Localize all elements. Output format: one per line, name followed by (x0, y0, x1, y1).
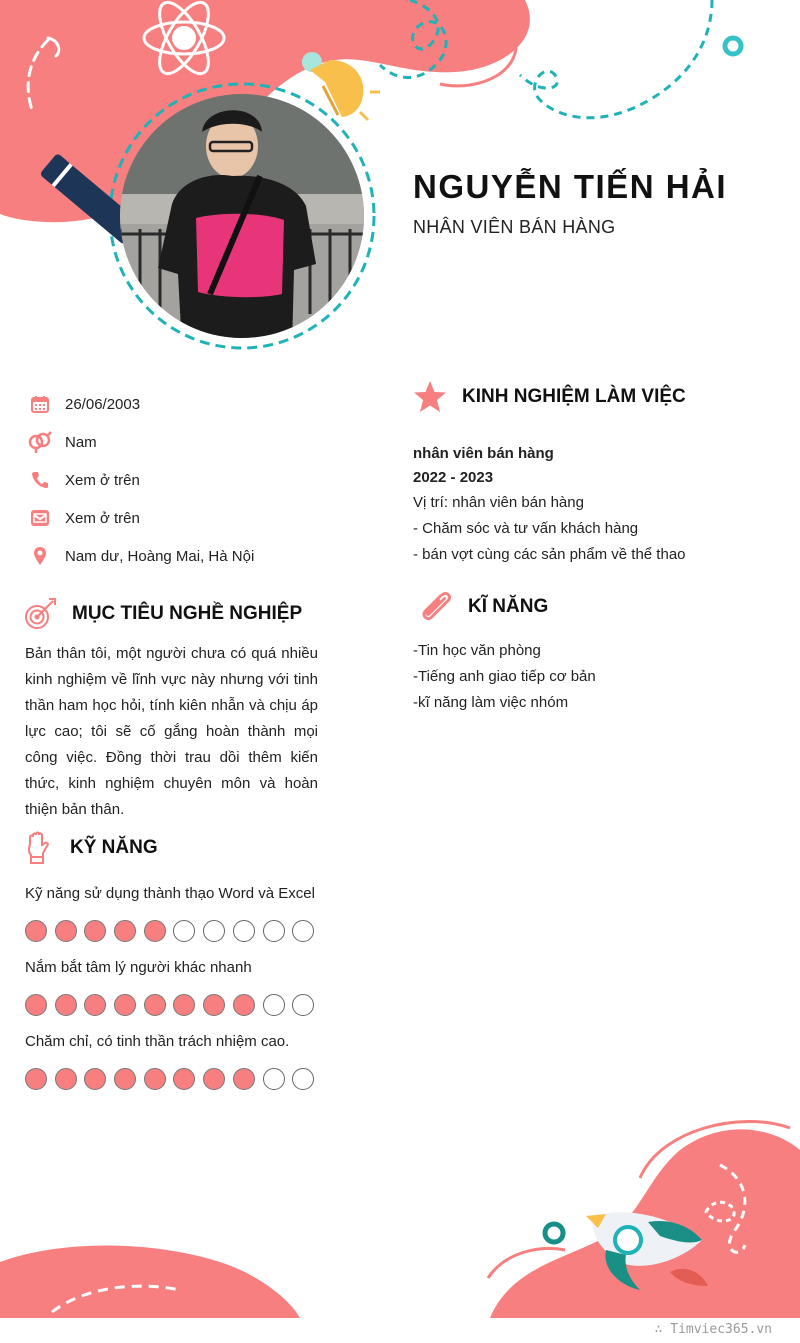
rating-dot-filled (203, 1068, 225, 1090)
address-row (28, 537, 254, 575)
star-icon (412, 379, 448, 415)
skills-list (25, 880, 325, 1102)
email-icon (28, 506, 52, 530)
other-skill-item: -Tiếng anh giao tiếp cơ bản (413, 668, 596, 685)
rating-dot-filled (55, 1068, 77, 1090)
experience-entry (413, 442, 793, 568)
rating-dot-filled (55, 994, 77, 1016)
location-pin-icon (28, 544, 52, 568)
rating-dot-filled (55, 920, 77, 942)
other-skills-title: KĨ NĂNG (468, 596, 549, 617)
rating-dot-filled (144, 920, 166, 942)
rating-dot-empty (292, 1068, 314, 1090)
rating-dot-filled (114, 994, 136, 1016)
contact-info (28, 385, 254, 575)
rating-dot-empty (233, 920, 255, 942)
rating-dot-empty (173, 920, 195, 942)
skill-item (25, 1028, 325, 1102)
rating-dot-filled (233, 1068, 255, 1090)
rating-dot-empty (263, 994, 285, 1016)
rating-dot-filled (173, 994, 195, 1016)
raised-fist-icon (20, 830, 56, 866)
paperclip-icon (418, 589, 454, 625)
phone-value: Xem ở trên (65, 471, 140, 489)
experience-line: - bán vợt cùng các sản phẩm về thể thao (413, 546, 686, 563)
phone-row (28, 461, 254, 499)
rating-dot-empty (263, 920, 285, 942)
experience-heading (412, 379, 686, 415)
rating-dot-empty (263, 1068, 285, 1090)
email-row (28, 499, 254, 537)
rating-dot-filled (144, 1068, 166, 1090)
job-title: NHÂN VIÊN BÁN HÀNG (413, 217, 616, 237)
other-skills-list (413, 638, 596, 716)
skills-heading (20, 830, 158, 866)
experience-title: KINH NGHIỆM LÀM VIỆC (462, 386, 686, 407)
experience-line: - Chăm sóc và tư vấn khách hàng (413, 520, 639, 537)
candidate-name: NGUYỄN TIẾN HẢI (413, 168, 728, 205)
skill-name: Chăm chỉ, có tinh thần trách nhiệm cao. (25, 1033, 290, 1050)
rating-dot-empty (292, 994, 314, 1016)
skill-name: Nắm bắt tâm lý người khác nhanh (25, 959, 252, 976)
phone-icon (28, 468, 52, 492)
skills-title: KỸ NĂNG (70, 837, 158, 858)
rating-dot-filled (114, 920, 136, 942)
watermark (655, 1322, 772, 1337)
objective-title: MỤC TIÊU NGHỀ NGHIỆP (72, 603, 303, 624)
skill-rating (25, 908, 325, 954)
birthday-value: 26/06/2003 (65, 395, 141, 413)
rating-dot-filled (233, 994, 255, 1016)
gender-icon (28, 430, 52, 454)
watermark-icon: ∴ (654, 1322, 671, 1337)
email-value: Xem ở trên (65, 509, 140, 527)
rating-dot-filled (25, 920, 47, 942)
address-value: Nam dư, Hoàng Mai, Hà Nội (65, 547, 255, 565)
skill-item (25, 880, 325, 954)
other-skills-heading (418, 589, 548, 625)
rating-dot-empty (203, 920, 225, 942)
watermark-text: Timviec365.vn (670, 1322, 772, 1337)
experience-period: 2022 - 2023 (413, 469, 494, 486)
skill-rating (25, 982, 325, 1028)
rating-dot-filled (84, 920, 106, 942)
skill-item (25, 954, 325, 1028)
objective-heading (22, 596, 302, 632)
rating-dot-filled (173, 1068, 195, 1090)
objective-text: Bản thân tôi, một người chưa có quá nhiều kinh nghiệm về lĩnh vực này nhưng với tinh thần ham học hỏi, tính kiên nhẫn và chịu áp lực cao; tôi sẽ cố gắng hoàn thành mọi công việc. Đồng thời trau dồi thêm kiến thức, kinh nghiệm chuyên môn và hoàn thiện bản thân. (25, 645, 318, 818)
rating-dot-filled (144, 994, 166, 1016)
profile-photo (110, 84, 374, 348)
rating-dot-filled (203, 994, 225, 1016)
rating-dot-filled (25, 994, 47, 1016)
gender-value: Nam (65, 433, 97, 451)
other-skill-item: -kĩ năng làm việc nhóm (413, 694, 569, 711)
rating-dot-filled (84, 1068, 106, 1090)
rating-dot-empty (292, 920, 314, 942)
rating-dot-filled (114, 1068, 136, 1090)
skill-name: Kỹ năng sử dụng thành thạo Word và Excel (25, 885, 315, 902)
experience-company: nhân viên bán hàng (413, 445, 554, 462)
calendar-icon (28, 392, 52, 416)
rating-dot-filled (84, 994, 106, 1016)
birthday-row (28, 385, 254, 423)
rating-dot-filled (25, 1068, 47, 1090)
other-skill-item: -Tin học văn phòng (413, 642, 541, 659)
skill-rating (25, 1056, 325, 1102)
target-icon (22, 596, 58, 632)
experience-line: Vị trí: nhân viên bán hàng (413, 494, 584, 511)
gender-row (28, 423, 254, 461)
